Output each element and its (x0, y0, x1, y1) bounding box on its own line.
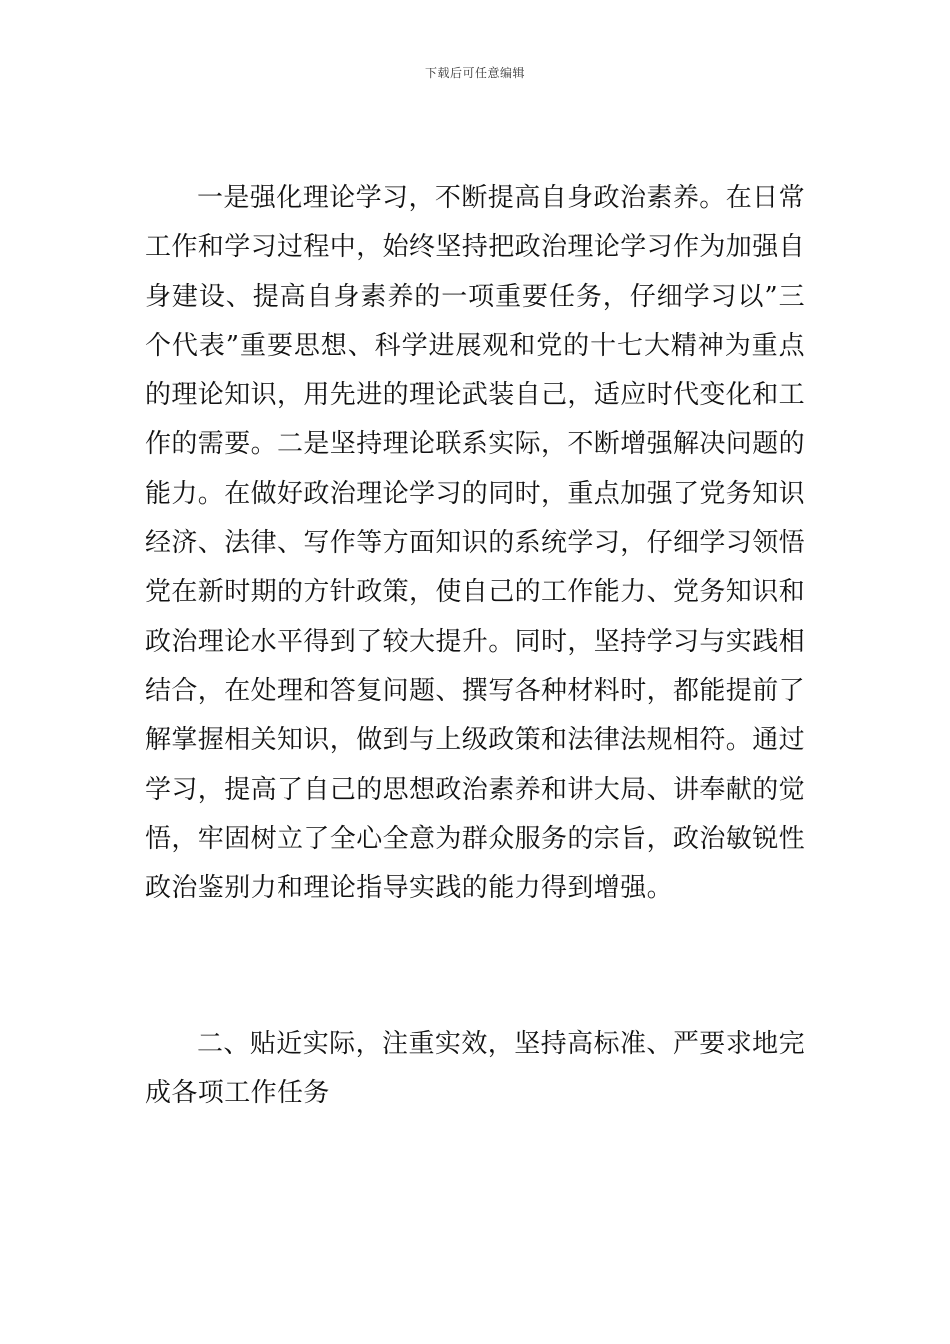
header-note: 下载后可任意编辑 (424, 66, 525, 80)
section-heading-work-tasks: 二、贴近实际，注重实效，坚持高标准、严要求地完成各项工作任务 (145, 1029, 805, 1109)
body-paragraph-theory-study: 一是强化理论学习，不断提高自身政治素养。在日常工作和学习过程中，始终坚持把政治理论学习作为加强自身建设、提高自身素养的一项重要任务，仔细学习以”三个代表”重要思想、科学进展观和党的十七大精神为重点的理论知识，用先进的理论武装自己，适应时代变化和工作的需要。二是坚持理论联系实际，不断增强解决问题的能力。在做好政治理论学习的同时，重点加强了党务知识经济、法律、写作等方面知识的系统学习，仔细学习领悟党在新时期的方针政策，使自己的工作能力、党务知识和政治理论水平得到了较大提升。同时，坚持学习与实践相结合，在处理和答复问题、撰写各种材料时，都能提前了解掌握相关知识，做到与上级政策和法律法规相符。通过学习，提高了自己的思想政治素养和讲大局、讲奉献的觉悟，牢固树立了全心全意为群众服务的宗旨，政治敏锐性政治鉴别力和理论指导实践的能力得到增强。 (145, 183, 806, 904)
